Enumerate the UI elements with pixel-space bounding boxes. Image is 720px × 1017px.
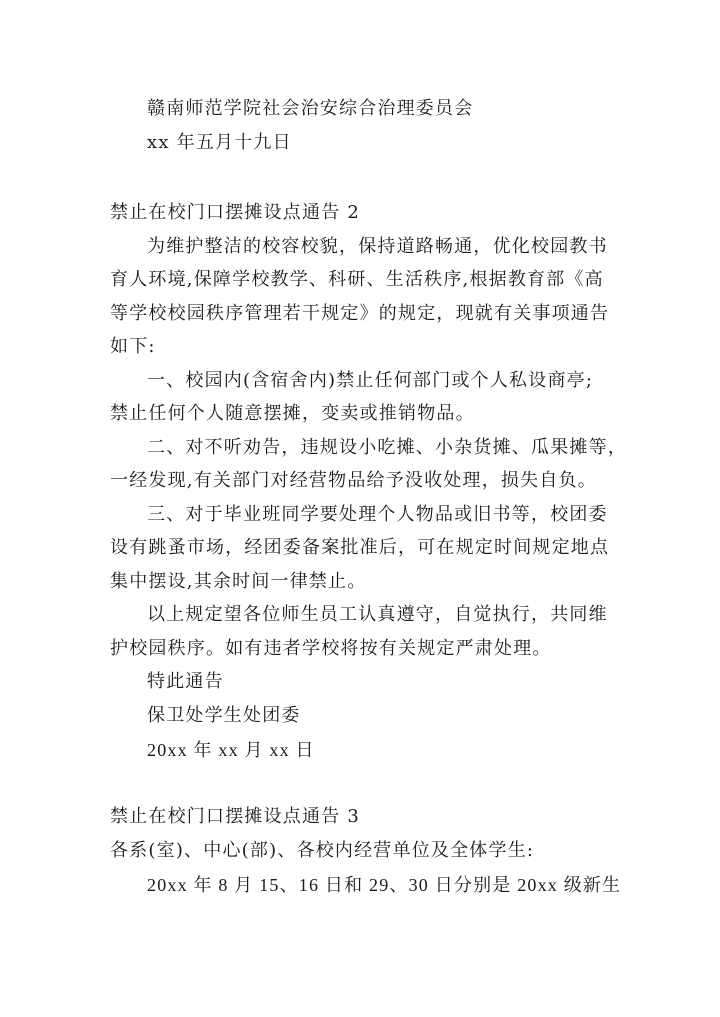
paragraph-line: 20xx 年 8 月 15、16 日和 29、30 日分别是 20xx 级新生 xyxy=(147,875,622,895)
salutation-line: 各系(室)、中心(部)、各校内经营单位及全体学生: xyxy=(110,840,535,861)
notice-2-title: 禁止在校门口摆摊设点通告 2 xyxy=(110,202,360,223)
signature-organization: 保卫处学生处团委 xyxy=(147,705,301,726)
paragraph-line: 以上规定望各位师生员工认真遵守，自觉执行，共同维 xyxy=(147,604,608,625)
signature-date: xx 年五月十九日 xyxy=(147,132,292,153)
paragraph-line: 育人环境,保障学校教学、科研、生活秩序,根据教育部《高 xyxy=(110,269,604,290)
paragraph-line: 集中摆设,其余时间一律禁止。 xyxy=(110,571,367,592)
signature-date: 20xx 年 xx 月 xx 日 xyxy=(147,740,315,760)
paragraph-line: 等学校校园秩序管理若干规定》的规定，现就有关事项通告 xyxy=(110,303,610,324)
paragraph-line: 如下: xyxy=(110,336,156,357)
closing-text: 特此通告 xyxy=(147,671,224,692)
paragraph-line: 为维护整洁的校容校貌，保持道路畅通，优化校园教书 xyxy=(147,236,608,257)
paragraph-line: 设有跳蚤市场，经团委备案批准后，可在规定时间规定地点 xyxy=(110,537,610,558)
paragraph-line: 三、对于毕业班同学要处理个人物品或旧书等，校团委 xyxy=(147,504,608,525)
paragraph-line: 禁止任何个人随意摆摊，变卖或推销物品。 xyxy=(110,403,475,424)
paragraph-line: 一、校园内(含宿舍内)禁止任何部门或个人私设商亭; xyxy=(147,370,594,391)
paragraph-line: 一经发现,有关部门对经营物品给予没收处理，损失自负。 xyxy=(110,470,597,491)
paragraph-line: 护校园秩序。如有违者学校将按有关规定严肃处理。 xyxy=(110,638,552,659)
paragraph-line: 二、对不听劝告，违规设小吃摊、小杂货摊、瓜果摊等， xyxy=(147,437,627,458)
signature-organization: 赣南师范学院社会治安综合治理委员会 xyxy=(147,98,474,119)
notice-3-title: 禁止在校门口摆摊设点通告 3 xyxy=(110,806,360,827)
